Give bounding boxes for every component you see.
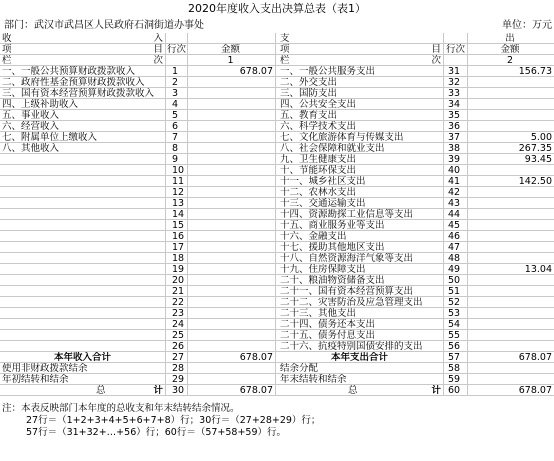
table-row: [0, 132, 554, 143]
grand-total-row-no-2: 60: [444, 385, 468, 396]
grand-total-label-2: [276, 385, 444, 396]
table-row: [0, 209, 554, 220]
income-row-no: 25: [166, 330, 188, 341]
income-item: 五、事业收入: [0, 110, 166, 121]
expense-amount: 5.00: [530, 132, 552, 143]
income-row-no: 13: [166, 198, 188, 209]
income-row-no: 18: [166, 253, 188, 264]
note-line-2: 27行＝（1+2+3+4+5+6+7+8）行；30行＝（27+28+29）行；: [26, 415, 321, 426]
expense-item: 十九、住房保障支出: [276, 264, 444, 275]
header-blank-4: [166, 55, 188, 66]
income-row-no: 4: [166, 99, 188, 110]
income-item: [0, 330, 166, 341]
expense-item: 四、公共安全支出: [276, 99, 444, 110]
expense-row-no: 55: [444, 330, 468, 341]
expense-amount: [468, 231, 554, 242]
income-amount: [188, 242, 276, 253]
expense-item: 十三、交通运输支出: [276, 198, 444, 209]
header-item-2-right: 目: [431, 44, 441, 55]
expense-item: 二十六、抗疫特别国债安排的支出: [276, 341, 444, 352]
income-item: [0, 209, 166, 220]
expense-row-no: 51: [444, 286, 468, 297]
report-title: 2020年度收入支出决算总表（表1）: [188, 2, 366, 15]
table-row: [0, 165, 554, 176]
header-income-left: 收: [2, 33, 12, 44]
expense-amount: 13.04: [524, 264, 552, 275]
expense-amount: [468, 99, 554, 110]
income-amount: [188, 374, 276, 385]
income-amount: [188, 143, 276, 154]
expense-item: 十、节能环保支出: [276, 165, 444, 176]
expense-row-no: 44: [444, 209, 468, 220]
table-row: [0, 352, 554, 363]
income-row-no: 7: [166, 132, 188, 143]
header-column: [0, 55, 166, 66]
income-item: [0, 308, 166, 319]
income-row-no: 8: [166, 143, 188, 154]
expense-item: 五、教育支出: [276, 110, 444, 121]
income-row-no: 28: [166, 363, 188, 374]
income-item: 四、上级补助收入: [0, 99, 166, 110]
expense-amount: [468, 330, 554, 341]
income-item: [0, 253, 166, 264]
expense-item: 二十一、国有资本经营预算支出: [276, 286, 444, 297]
header-amount: 金额: [188, 44, 276, 55]
expense-row-no: 35: [444, 110, 468, 121]
expense-row-no: 56: [444, 341, 468, 352]
table-row: [0, 231, 554, 242]
expense-amount: [468, 121, 554, 132]
expense-item: 年末结转和结余: [276, 374, 444, 385]
income-item: [0, 198, 166, 209]
income-amount: [188, 330, 276, 341]
expense-amount: [468, 110, 554, 121]
expense-amount: [468, 198, 554, 209]
income-row-no: 20: [166, 275, 188, 286]
expense-item: 二十四、债务还本支出: [276, 319, 444, 330]
table-row: [0, 363, 554, 374]
unit-label: 单位：万元: [502, 20, 552, 31]
income-row-no: 19: [166, 264, 188, 275]
grand-total-row-no: 30: [166, 385, 188, 396]
income-item: 使用非财政拨款结余: [0, 363, 166, 374]
expense-row-no: 42: [444, 187, 468, 198]
expense-item: 二十二、灾害防治及应急管理支出: [276, 297, 444, 308]
income-item: [0, 264, 166, 275]
header-column-left: 栏: [2, 55, 12, 66]
income-item: [0, 165, 166, 176]
expense-amount: [468, 297, 554, 308]
income-amount: [188, 198, 276, 209]
income-item: 一、一般公共预算财政拨款收入: [0, 66, 166, 77]
income-amount: [188, 154, 276, 165]
header-item-right: 目: [153, 44, 163, 55]
income-amount: [188, 341, 276, 352]
note-line-3: 57行＝（31+32+…+56）行；60行＝（57+58+59）行。: [26, 427, 287, 438]
header-row-no-2: 行次: [444, 44, 468, 55]
expense-item: 七、文化旅游体育与传媒支出: [276, 132, 444, 143]
income-row-no: 6: [166, 121, 188, 132]
grand-total-row: [0, 385, 554, 396]
expense-amount: [468, 242, 554, 253]
income-row-no: 22: [166, 297, 188, 308]
expense-item: 九、卫生健康支出: [276, 154, 444, 165]
table-row: [0, 242, 554, 253]
expense-row-no: 54: [444, 319, 468, 330]
income-amount: [188, 319, 276, 330]
income-amount: [188, 308, 276, 319]
expense-row-no: 43: [444, 198, 468, 209]
header-blank-5: [444, 55, 468, 66]
income-amount: [188, 209, 276, 220]
table-totals: [0, 352, 554, 385]
table-row: [0, 198, 554, 209]
income-item: 七、附属单位上缴收入: [0, 132, 166, 143]
header-col-num-2: 2: [506, 55, 514, 66]
sub-header: [0, 20, 554, 32]
expense-item: 二、外交支出: [276, 77, 444, 88]
expense-amount: [468, 253, 554, 264]
expense-row-no: 31: [444, 66, 468, 77]
expense-amount: [468, 209, 554, 220]
income-row-no: 9: [166, 154, 188, 165]
expense-amount: 156.73: [518, 66, 552, 77]
income-row-no: 17: [166, 242, 188, 253]
expense-amount: [468, 88, 554, 99]
income-amount: [188, 176, 276, 187]
expense-item: 十二、农林水支出: [276, 187, 444, 198]
expense-row-no: 48: [444, 253, 468, 264]
income-item: [0, 187, 166, 198]
table-row: [0, 154, 554, 165]
income-row-no: 16: [166, 231, 188, 242]
income-row-no: 15: [166, 220, 188, 231]
grand-total-left-a: 总: [96, 385, 106, 396]
department-label: 部门：武汉市武昌区人民政府石洞街道办事处: [4, 20, 204, 31]
expense-row-no: 37: [444, 132, 468, 143]
table-row: [0, 220, 554, 231]
header-column-right: 次: [153, 55, 163, 66]
table-row: [0, 110, 554, 121]
income-item: [0, 341, 166, 352]
income-row-no: 1: [166, 66, 188, 77]
expense-row-no: 32: [444, 77, 468, 88]
expense-row-no: 53: [444, 308, 468, 319]
income-row-no: 2: [166, 77, 188, 88]
grand-total-right-b: 计: [431, 385, 441, 396]
expense-row-no: 57: [444, 352, 468, 363]
expense-row-no: 33: [444, 88, 468, 99]
income-amount: [188, 187, 276, 198]
expense-item: 十六、金融支出: [276, 231, 444, 242]
income-item: [0, 297, 166, 308]
income-amount: [188, 99, 276, 110]
header-amount-2: 金额: [500, 44, 520, 55]
header-blank-1: [166, 33, 188, 44]
income-item: 年初结转和结余: [0, 374, 166, 385]
table-row: [0, 341, 554, 352]
income-amount: [188, 110, 276, 121]
table-row: [0, 308, 554, 319]
grand-total-label: [0, 385, 166, 396]
notes: [0, 403, 554, 439]
income-item: [0, 154, 166, 165]
table-row: [0, 143, 554, 154]
table-row: [0, 330, 554, 341]
expense-row-no: 59: [444, 374, 468, 385]
expense-amount: [468, 308, 554, 319]
expense-amount: 678.07: [518, 352, 552, 363]
expense-row-no: 50: [444, 275, 468, 286]
header-item-2: [276, 44, 444, 55]
expense-amount: [468, 275, 554, 286]
expense-row-no: 58: [444, 363, 468, 374]
expense-item: 本年支出合计: [276, 352, 444, 363]
income-item: [0, 231, 166, 242]
income-item: [0, 275, 166, 286]
expense-row-no: 49: [444, 264, 468, 275]
header-row-3: [0, 55, 554, 66]
table-row: [0, 275, 554, 286]
income-amount: [188, 165, 276, 176]
income-row-no: 10: [166, 165, 188, 176]
expense-item: 一、一般公共服务支出: [276, 66, 444, 77]
income-item: 本年收入合计: [0, 352, 166, 363]
table-row: [0, 374, 554, 385]
expense-amount: [468, 77, 554, 88]
grand-total-left-b: 计: [153, 385, 163, 396]
expense-item: 十四、资源勘探工业信息等支出: [276, 209, 444, 220]
expense-item: 八、社会保障和就业支出: [276, 143, 444, 154]
expense-amount: 267.35: [518, 143, 552, 154]
expense-amount: [468, 165, 554, 176]
header-income: [0, 33, 166, 44]
income-item: [0, 242, 166, 253]
income-row-no: 14: [166, 209, 188, 220]
table-row: [0, 66, 554, 77]
income-amount: [188, 88, 276, 99]
income-amount: [188, 132, 276, 143]
income-amount: 678.07: [188, 66, 276, 77]
expense-amount: [468, 374, 554, 385]
header-blank-2: [188, 33, 276, 44]
grand-total-right-a: 总: [348, 385, 358, 396]
income-row-no: 12: [166, 187, 188, 198]
table-row: [0, 176, 554, 187]
income-row-no: 24: [166, 319, 188, 330]
expense-row-no: 36: [444, 121, 468, 132]
income-amount: [188, 253, 276, 264]
expense-amount: [468, 319, 554, 330]
header-income-right: 入: [153, 33, 163, 44]
note-line-1: 注：本表反映部门本年度的总收支和年末结转结余情况。: [2, 403, 240, 414]
expense-item: 十五、商业服务业等支出: [276, 220, 444, 231]
header-expense-right: 出: [505, 33, 515, 44]
table-row: [0, 253, 554, 264]
table-row: [0, 77, 554, 88]
table-row: [0, 121, 554, 132]
expense-row-no: 46: [444, 231, 468, 242]
table-row: [0, 319, 554, 330]
expense-row-no: 40: [444, 165, 468, 176]
header-expense: [276, 33, 444, 44]
income-amount: [188, 286, 276, 297]
income-row-no: 23: [166, 308, 188, 319]
header-column-2: [276, 55, 444, 66]
header-row-1: [0, 33, 554, 44]
table-row: [0, 88, 554, 99]
table-row: [0, 286, 554, 297]
expense-item: 十八、自然资源海洋气象等支出: [276, 253, 444, 264]
expense-amount: 93.45: [524, 154, 552, 165]
expense-amount: [468, 341, 554, 352]
expense-item: 二十、粮油物资储备支出: [276, 275, 444, 286]
summary-table: [0, 33, 554, 396]
header-item-left: 项: [2, 44, 12, 55]
expense-row-no: 47: [444, 242, 468, 253]
header-row-2: [0, 44, 554, 55]
income-row-no: 5: [166, 110, 188, 121]
income-amount: [188, 363, 276, 374]
header-column-2-left: 栏: [280, 55, 290, 66]
income-row-no: 27: [166, 352, 188, 363]
expense-amount: [468, 220, 554, 231]
income-item: [0, 319, 166, 330]
income-amount: [188, 77, 276, 88]
expense-amount: [468, 286, 554, 297]
expense-row-no: 52: [444, 297, 468, 308]
expense-item: 十一、城乡社区支出: [276, 176, 444, 187]
income-item: 二、政府性基金预算财政拨款收入: [0, 77, 166, 88]
expense-row-no: 38: [444, 143, 468, 154]
table-body: [0, 66, 554, 352]
header-item: [0, 44, 166, 55]
header-column-2-right: 次: [431, 55, 441, 66]
expense-row-no: 45: [444, 220, 468, 231]
expense-item: 二十三、其他支出: [276, 308, 444, 319]
expense-item: 三、国防支出: [276, 88, 444, 99]
expense-item: 六、科学技术支出: [276, 121, 444, 132]
header-item-2-left: 项: [280, 44, 290, 55]
income-item: [0, 286, 166, 297]
income-row-no: 26: [166, 341, 188, 352]
income-amount: [188, 220, 276, 231]
expense-row-no: 34: [444, 99, 468, 110]
income-item: 三、国有资本经营预算财政拨款收入: [0, 88, 166, 99]
income-row-no: 21: [166, 286, 188, 297]
header-col-num-1: 1: [188, 55, 276, 66]
income-amount: 678.07: [188, 352, 276, 363]
table-row: [0, 99, 554, 110]
header-row-no: 行次: [166, 44, 186, 55]
header-expense-left: 支: [280, 33, 290, 44]
income-item: [0, 176, 166, 187]
table-row: [0, 187, 554, 198]
table-row: [0, 297, 554, 308]
expense-amount: 142.50: [518, 176, 552, 187]
income-amount: [188, 121, 276, 132]
income-row-no: 3: [166, 88, 188, 99]
income-amount: [188, 297, 276, 308]
table-row: [0, 264, 554, 275]
expense-amount: [468, 187, 554, 198]
income-amount: [188, 264, 276, 275]
income-item: 八、其他收入: [0, 143, 166, 154]
income-item: [0, 220, 166, 231]
expense-amount: [468, 363, 554, 374]
income-row-no: 11: [166, 176, 188, 187]
expense-row-no: 41: [444, 176, 468, 187]
expense-item: 结余分配: [276, 363, 444, 374]
income-item: 六、经营收入: [0, 121, 166, 132]
expense-row-no: 39: [444, 154, 468, 165]
income-amount: [188, 275, 276, 286]
expense-item: 十七、援助其他地区支出: [276, 242, 444, 253]
expense-item: 二十五、债务付息支出: [276, 330, 444, 341]
income-row-no: 29: [166, 374, 188, 385]
grand-total-income: 678.07: [188, 385, 276, 396]
income-amount: [188, 231, 276, 242]
grand-total-expense: 678.07: [518, 385, 552, 396]
header-blank-3: [444, 33, 468, 44]
